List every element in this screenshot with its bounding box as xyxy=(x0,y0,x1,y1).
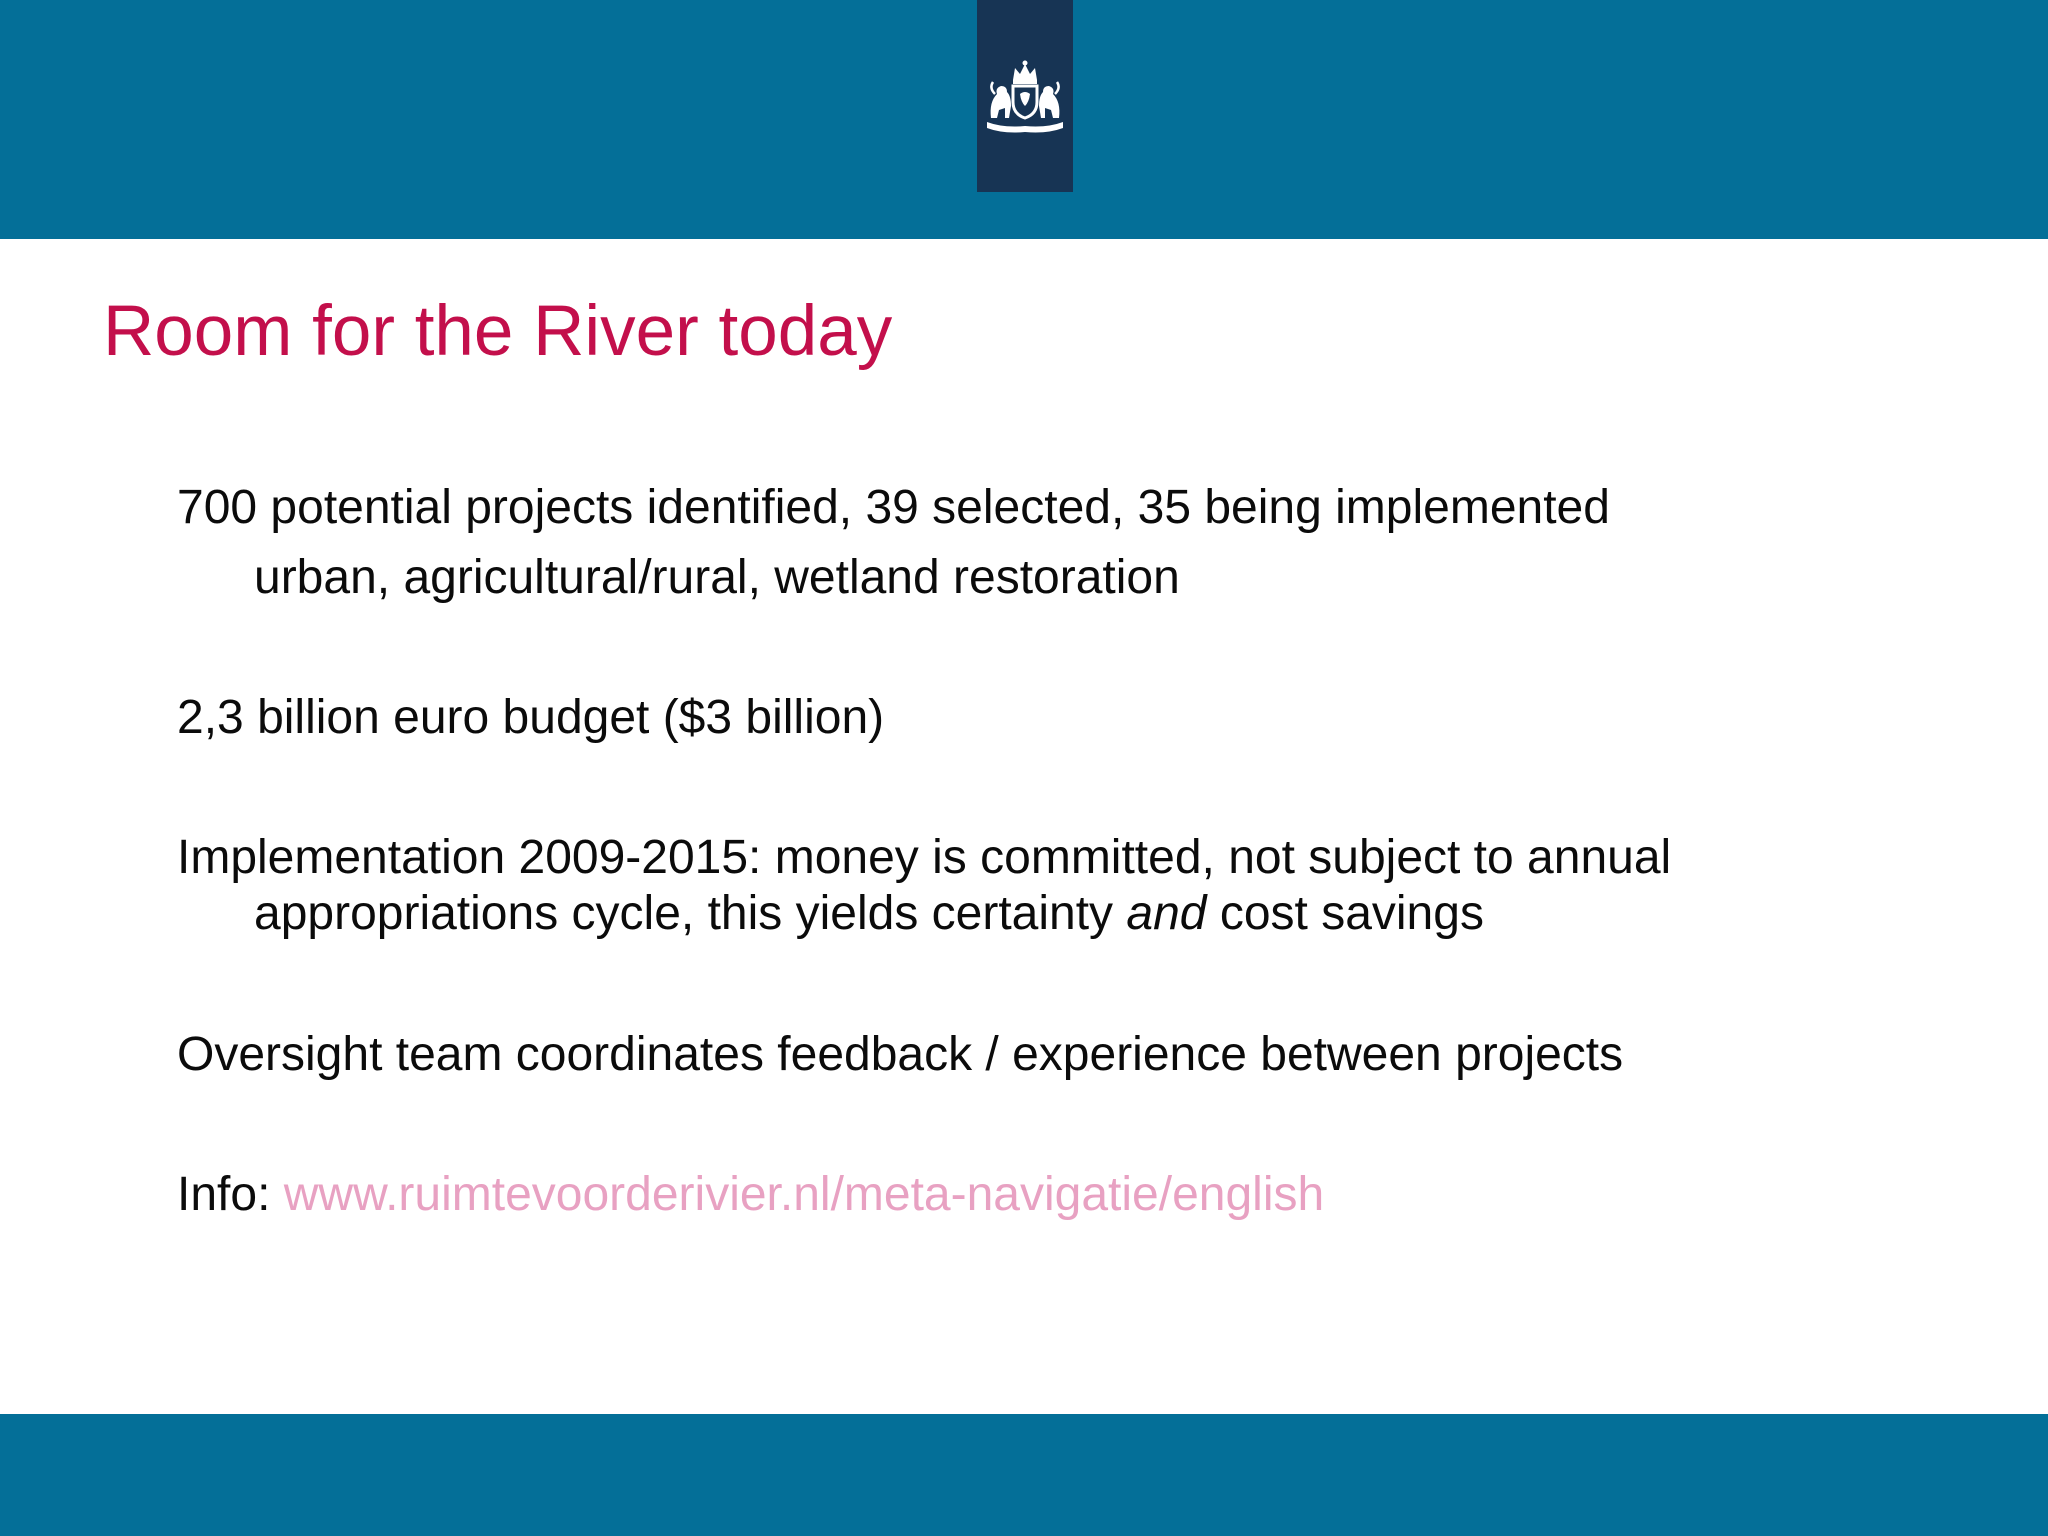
bullet-projects-line1: 700 potential projects identified, 39 selected, 35 being implemented xyxy=(177,481,1610,534)
bullet-budget xyxy=(177,690,1997,746)
slide-title: Room for the River today xyxy=(103,292,893,371)
bullet-projects-line2: urban, agricultural/rural, wetland restoration xyxy=(254,551,1180,604)
bullet-oversight xyxy=(177,1027,1997,1083)
government-emblem xyxy=(977,0,1073,192)
bullet-implementation-line1: Implementation 2009-2015: money is committed, not subject to annual xyxy=(177,831,1672,884)
info-link[interactable]: www.ruimtevoorderivier.nl/meta-navigatie/english xyxy=(283,1168,1325,1221)
info-label: Info: xyxy=(177,1168,284,1221)
info-line xyxy=(177,1167,1997,1223)
bullet-implementation xyxy=(177,830,1997,942)
footer-band xyxy=(0,1414,2048,1536)
line2-before: appropriations cycle, this yields certainty xyxy=(254,887,1127,940)
bullet-budget-text: 2,3 billion euro budget ($3 billion) xyxy=(177,691,885,744)
bullet-oversight-text: Oversight team coordinates feedback / experience between projects xyxy=(177,1028,1624,1081)
line2-after: cost savings xyxy=(1206,887,1484,940)
royal-coat-of-arms-icon xyxy=(983,58,1067,134)
bullet-implementation-line2 xyxy=(177,886,1997,942)
line2-emphasis: and xyxy=(1126,887,1207,940)
bullet-projects xyxy=(177,480,1997,606)
